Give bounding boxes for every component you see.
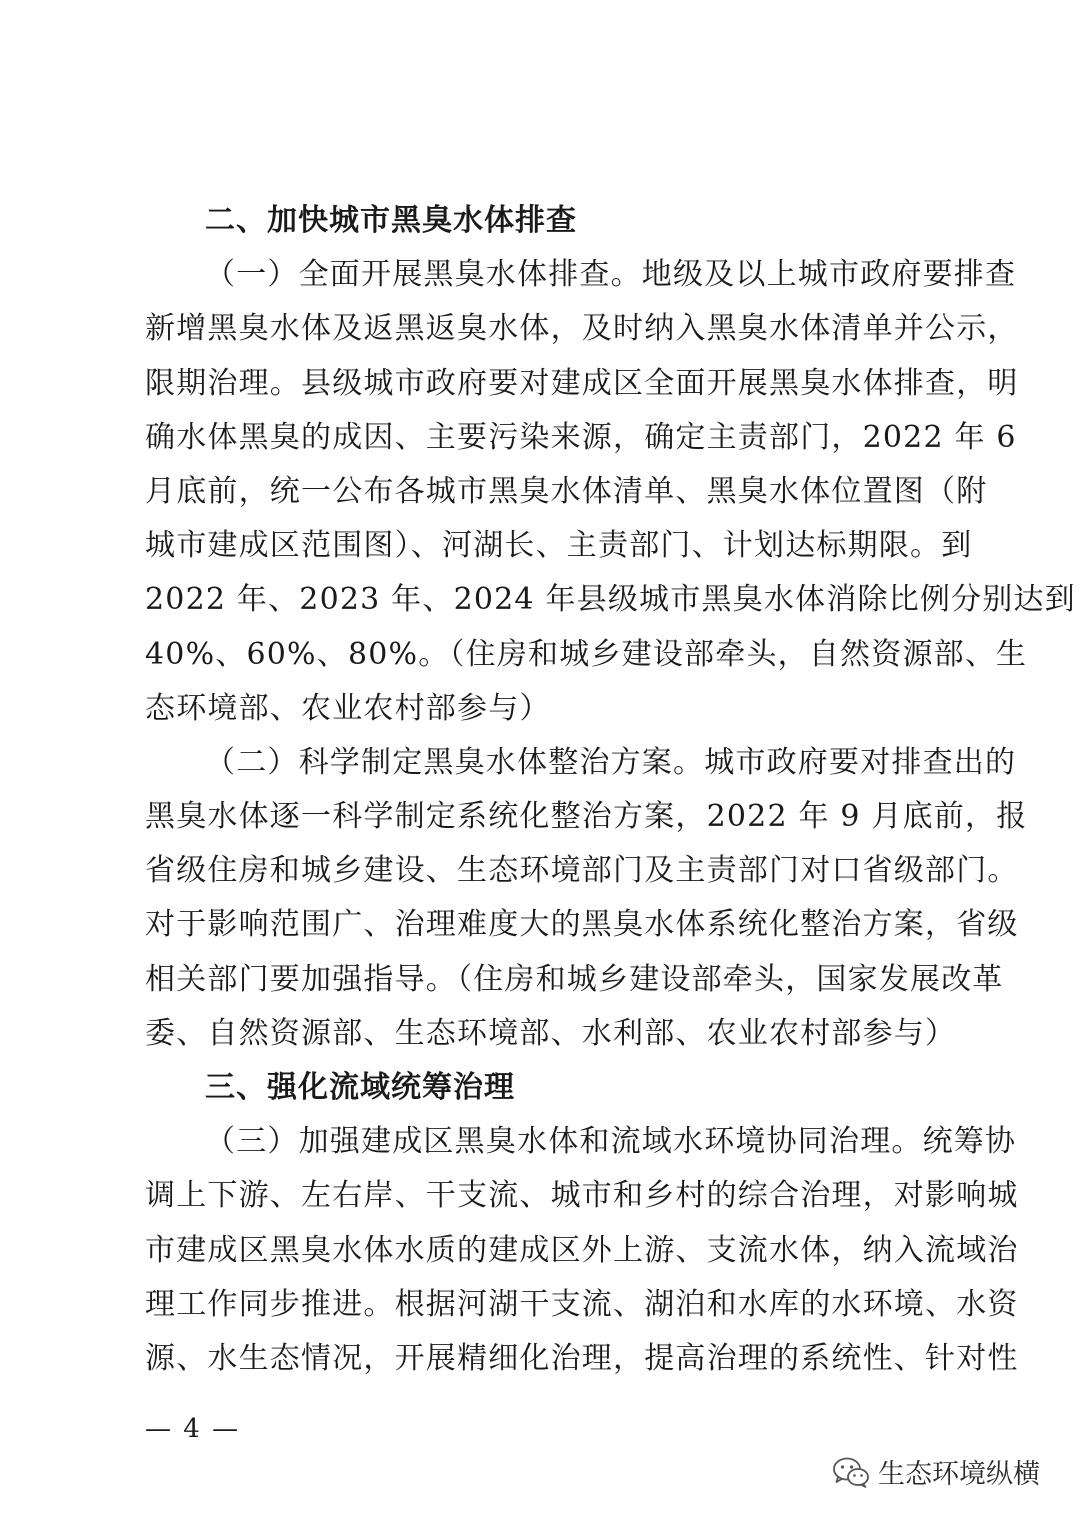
para-1-line-last: 态环境部、农业农村部参与） [145, 690, 551, 726]
para-1-line: （一）全面开展黑臭水体排查。地级及以上城市政府要排查 [205, 257, 1017, 293]
watermark [832, 1452, 1040, 1491]
para-1-line: 新增黑臭水体及返黑返臭水体，及时纳入黑臭水体清单并公示， [145, 311, 1019, 347]
section-heading-3: 三、强化流域统筹治理 [205, 1070, 515, 1105]
para-1-line: 确水体黑臭的成因、主要污染来源，确定主责部门，2022 年 6 [145, 419, 1017, 455]
para-2-line: 省级住房和城乡建设、生态环境部门及主责部门对口省级部门。 [145, 853, 1019, 889]
para-1-line: 2022 年、2023 年、2024 年县级城市黑臭水体消除比例分别达到 [145, 582, 1076, 618]
wechat-icon [832, 1456, 870, 1488]
para-3-line: （三）加强建成区黑臭水体和流域水环境协同治理。统筹协 [205, 1124, 1017, 1160]
para-1-line: 月底前，统一公布各城市黑臭水体清单、黑臭水体位置图（附 [145, 473, 988, 509]
document-body [145, 194, 1076, 1386]
para-2-line: 对于影响范围广、治理难度大的黑臭水体系统化整治方案，省级 [145, 907, 1019, 943]
para-1-line: 城市建成区范围图）、河湖长、主责部门、计划达标期限。到 [145, 528, 973, 564]
para-1-line: 40%、60%、80%。（住房和城乡建设部牵头，自然资源部、生 [145, 636, 1028, 672]
page-number: — 4 — [145, 1414, 241, 1444]
para-3-line: 调上下游、左右岸、干支流、城市和乡村的综合治理，对影响城 [145, 1178, 1019, 1214]
para-2-line-last: 委、自然资源部、生态环境部、水利部、农业农村部参与） [145, 1015, 957, 1051]
para-2-line: 相关部门要加强指导。（住房和城乡建设部牵头，国家发展改革 [145, 961, 1004, 997]
section-heading-2: 二、加快城市黑臭水体排查 [205, 203, 577, 238]
para-1-line: 限期治理。县级城市政府要对建成区全面开展黑臭水体排查，明 [145, 365, 1019, 401]
watermark-text: 生态环境纵横 [878, 1459, 1040, 1490]
para-3-line: 理工作同步推进。根据河湖干支流、湖泊和水库的水环境、水资 [145, 1286, 1019, 1322]
para-2-line: 黑臭水体逐一科学制定系统化整治方案，2022 年 9 月底前，报 [145, 799, 1028, 835]
para-3-line: 市建成区黑臭水体水质的建成区外上游、支流水体，纳入流域治 [145, 1232, 1019, 1268]
para-2-line: （二）科学制定黑臭水体整治方案。城市政府要对排查出的 [205, 744, 1017, 780]
para-3-line: 源、水生态情况，开展精细化治理，提高治理的系统性、针对性 [145, 1340, 1019, 1376]
